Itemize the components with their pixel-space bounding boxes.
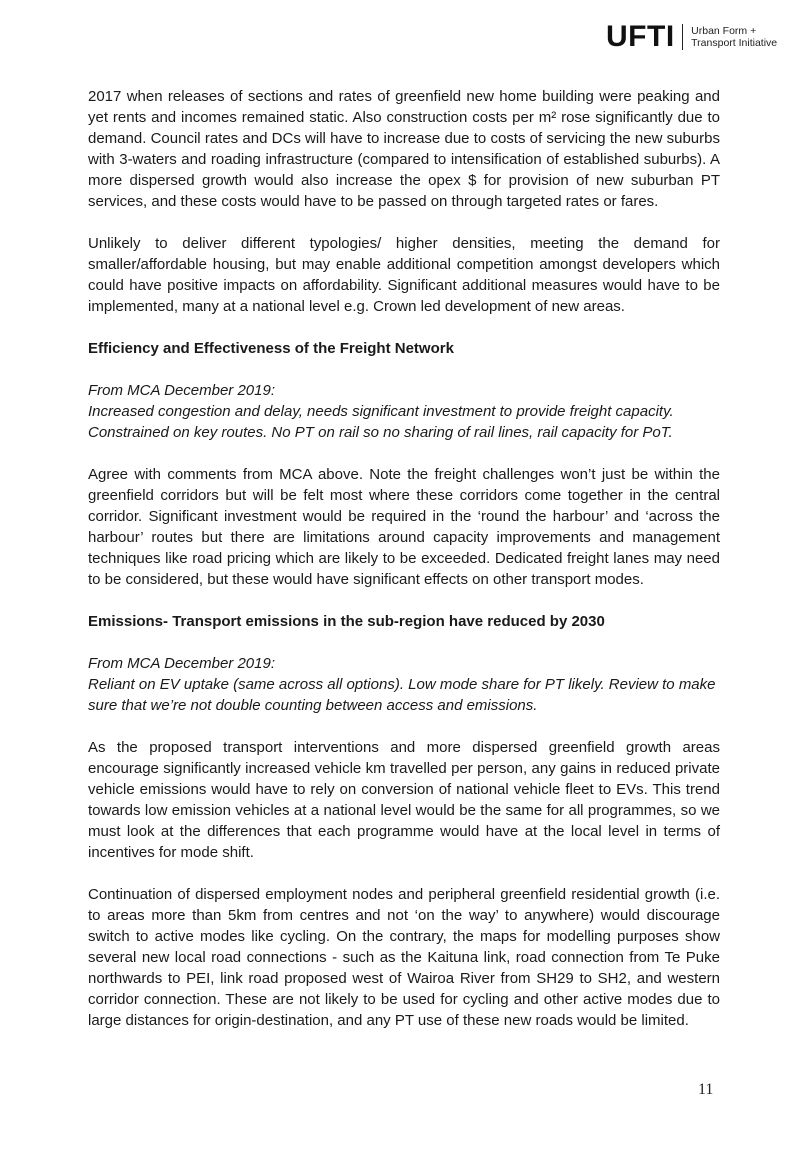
logo-divider xyxy=(682,24,684,50)
freight-mca-label: From MCA December 2019: xyxy=(88,382,276,399)
emissions-mca-label: From MCA December 2019: xyxy=(88,655,276,672)
page-number: 11 xyxy=(698,1081,714,1098)
paragraph-costs: 2017 when releases of sections and rates of greenfield new home building were peaking and yet rents and incomes remained static. Also construction costs per m² rose significantly due to demand. Council rates and DCs will have to increase due to costs of servicing the new suburbs with 3-waters and roading infrastructure (compared to intensification of established suburbs). A more dispersed growth would also increase the opex $ for provision of new suburban PT services, and these costs would have to be passed on through targeted rates or fares. xyxy=(88,88,720,210)
paragraph-freight: Agree with comments from MCA above. Note the freight challenges won’t just be within the greenfield corridors but will be felt most where these corridors come together in the central corridor. Significant investment would be required in the ‘round the harbour’ and ‘across the harbour’ routes but there are limitations around capacity improvements and management techniques like road pricing which are likely to be exceeded. Dedicated freight lanes may need to be considered, but these would have significant effects on other transport modes. xyxy=(88,466,720,588)
heading-freight: Efficiency and Effectiveness of the Freight Network xyxy=(88,340,454,357)
paragraph-active-modes: Continuation of dispersed employment nodes and peripheral greenfield residential growth (i.e. to areas more than 5km from centres and not ‘on the way’ to anywhere) would discourage switch to active modes like cycling. On the contrary, the maps for modelling purposes show several new local road connections - such as the Kaituna link, road connection from Te Puke northwards to PEI, link road proposed west of Wairoa River from SH29 to SH2, and western corridor connection. These are not likely to be used for cycling and other active modes due to large distances for origin-destination, and any PT use of these new roads would be limited. xyxy=(88,886,720,1029)
freight-mca-text: Increased congestion and delay, needs significant investment to provide freight capacity. Constrained on key routes. No PT on rail so no sharing of rail lines, rail capacity for PoT. xyxy=(88,403,674,441)
logo-line-1: Urban Form + xyxy=(691,25,757,37)
paragraph-emissions: As the proposed transport interventions and more dispersed greenfield growth areas encourage significantly increased vehicle km travelled per person, any gains in reduced private vehicle emissions would have to rely on conversion of national vehicle fleet to EVs. This trend towards low emission vehicles at a national level would be the same for all programmes, so we must look at the differences that each programme would have at the local level in terms of incentives for mode shift. xyxy=(88,739,720,861)
logo-text xyxy=(691,25,777,49)
logo-mark: UFTI xyxy=(606,20,675,53)
document-body xyxy=(88,86,720,1031)
ufti-logo xyxy=(606,22,777,52)
logo-line-2: Transport Initiative xyxy=(691,37,778,49)
heading-emissions: Emissions- Transport emissions in the sub-region have reduced by 2030 xyxy=(88,613,605,630)
emissions-mca-text: Reliant on EV uptake (same across all options). Low mode share for PT likely. Review to make sure that we’re not double counting between access and emissions. xyxy=(88,676,716,714)
paragraph-typologies: Unlikely to deliver different typologies/ higher densities, meeting the demand for smaller/affordable housing, but may enable additional competition amongst developers which could have positive impacts on affordability. Significant additional measures would have to be implemented, many at a national level e.g. Crown led development of new areas. xyxy=(88,235,720,315)
